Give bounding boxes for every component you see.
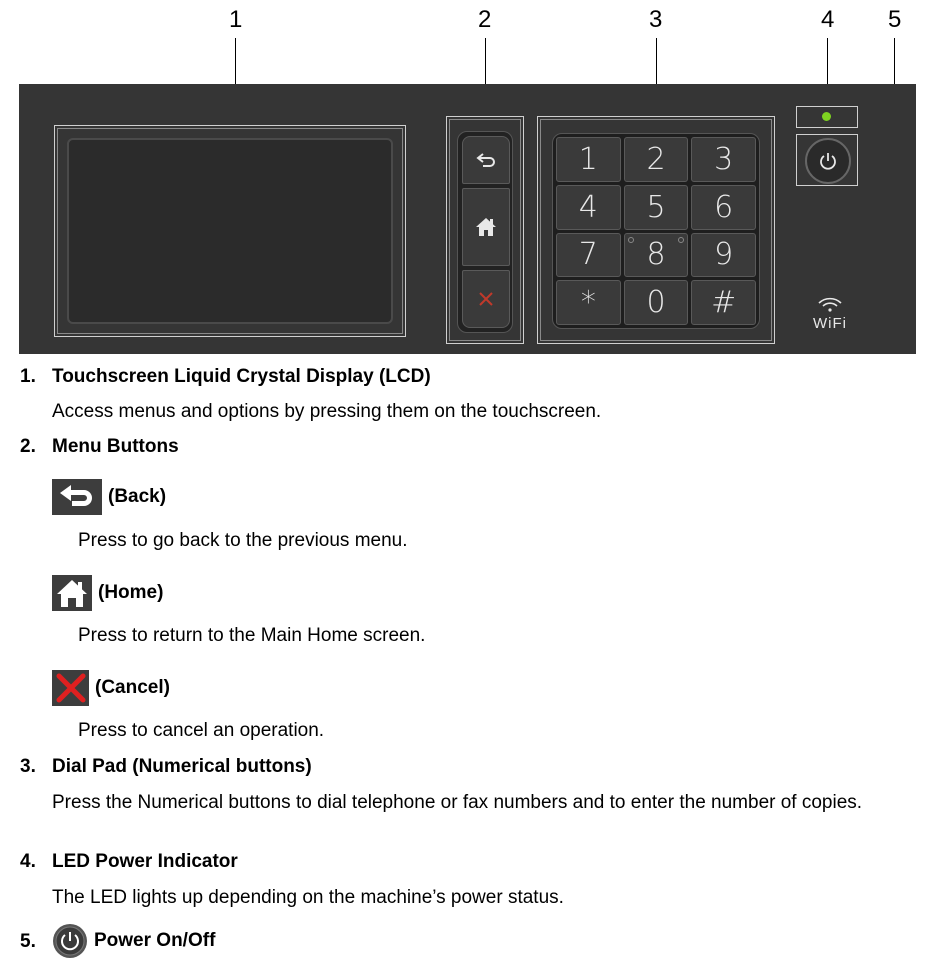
power-button-frame bbox=[796, 134, 858, 186]
section-5-title: Power On/Off bbox=[94, 930, 216, 951]
cancel-description: Press to cancel an operation. bbox=[78, 720, 325, 741]
cancel-x-icon bbox=[55, 672, 87, 704]
dial-key-star[interactable]: * bbox=[556, 280, 621, 325]
section-1-title: Touchscreen Liquid Crystal Display (LCD) bbox=[52, 366, 431, 387]
power-icon bbox=[52, 923, 88, 959]
cancel-icon-box bbox=[52, 670, 89, 706]
dial-key-1[interactable]: 1 bbox=[556, 137, 621, 182]
callout-5: 5 bbox=[888, 6, 902, 33]
section-3-number: 3. bbox=[20, 756, 36, 777]
wifi-icon bbox=[817, 296, 843, 312]
dial-key-3[interactable]: 3 bbox=[691, 137, 756, 182]
section-3-title: Dial Pad (Numerical buttons) bbox=[52, 756, 312, 777]
dial-pad bbox=[552, 133, 760, 329]
back-arrow-icon bbox=[475, 151, 497, 169]
callout-2: 2 bbox=[478, 6, 492, 33]
menu-buttons-frame bbox=[446, 116, 524, 344]
back-item bbox=[52, 479, 166, 515]
touchscreen-lcd[interactable] bbox=[67, 138, 393, 324]
callout-3: 3 bbox=[649, 6, 663, 33]
menu-buttons-strip bbox=[457, 131, 513, 333]
section-2-number: 2. bbox=[20, 436, 36, 457]
power-item bbox=[52, 923, 215, 959]
dial-key-0[interactable]: 0 bbox=[624, 280, 689, 325]
back-label: (Back) bbox=[108, 486, 167, 507]
home-icon bbox=[56, 578, 88, 608]
dial-key-hash[interactable]: # bbox=[691, 280, 756, 325]
dial-key-9[interactable]: 9 bbox=[691, 233, 756, 278]
dial-key-2[interactable]: 2 bbox=[624, 137, 689, 182]
section-2-title: Menu Buttons bbox=[52, 436, 179, 457]
led-power-indicator bbox=[822, 112, 831, 121]
cancel-x-icon bbox=[477, 290, 495, 308]
back-description: Press to go back to the previous menu. bbox=[78, 530, 408, 551]
home-description: Press to return to the Main Home screen. bbox=[78, 625, 426, 646]
cancel-item bbox=[52, 670, 170, 706]
power-button[interactable] bbox=[805, 138, 851, 184]
dial-key-5[interactable]: 5 bbox=[624, 185, 689, 230]
home-item bbox=[52, 575, 163, 611]
section-4-title: LED Power Indicator bbox=[52, 851, 238, 872]
section-3-description: Press the Numerical buttons to dial telephone or fax numbers and to enter the number of copies. bbox=[52, 792, 863, 813]
lcd-frame bbox=[54, 125, 406, 337]
home-icon-box bbox=[52, 575, 92, 611]
back-arrow-icon bbox=[58, 483, 96, 511]
back-icon-box bbox=[52, 479, 102, 515]
dial-key-8[interactable]: 8 bbox=[624, 233, 689, 278]
cancel-label: (Cancel) bbox=[95, 677, 170, 698]
callout-area bbox=[0, 0, 930, 84]
dial-key-6[interactable]: 6 bbox=[691, 185, 756, 230]
dial-key-7[interactable]: 7 bbox=[556, 233, 621, 278]
callout-1: 1 bbox=[229, 6, 243, 33]
wifi-label: WiFi bbox=[813, 315, 847, 332]
key-5-right-dot bbox=[678, 237, 684, 243]
back-button[interactable] bbox=[462, 136, 510, 184]
section-5-number: 5. bbox=[20, 931, 36, 952]
dial-key-4[interactable]: 4 bbox=[556, 185, 621, 230]
section-1-number: 1. bbox=[20, 366, 36, 387]
cancel-button[interactable] bbox=[462, 270, 510, 328]
section-4-description: The LED lights up depending on the machine’s power status. bbox=[52, 887, 564, 908]
section-1-description: Access menus and options by pressing them on the touchscreen. bbox=[52, 401, 602, 422]
home-icon bbox=[475, 216, 497, 238]
power-icon bbox=[818, 151, 838, 171]
dial-pad-frame bbox=[537, 116, 775, 344]
home-label: (Home) bbox=[98, 582, 164, 603]
callout-4: 4 bbox=[821, 6, 835, 33]
home-button[interactable] bbox=[462, 188, 510, 266]
section-4-number: 4. bbox=[20, 851, 36, 872]
control-panel-illustration bbox=[19, 84, 916, 354]
led-indicator-frame bbox=[796, 106, 858, 128]
key-5-left-dot bbox=[628, 237, 634, 243]
wifi-indicator bbox=[805, 296, 855, 332]
